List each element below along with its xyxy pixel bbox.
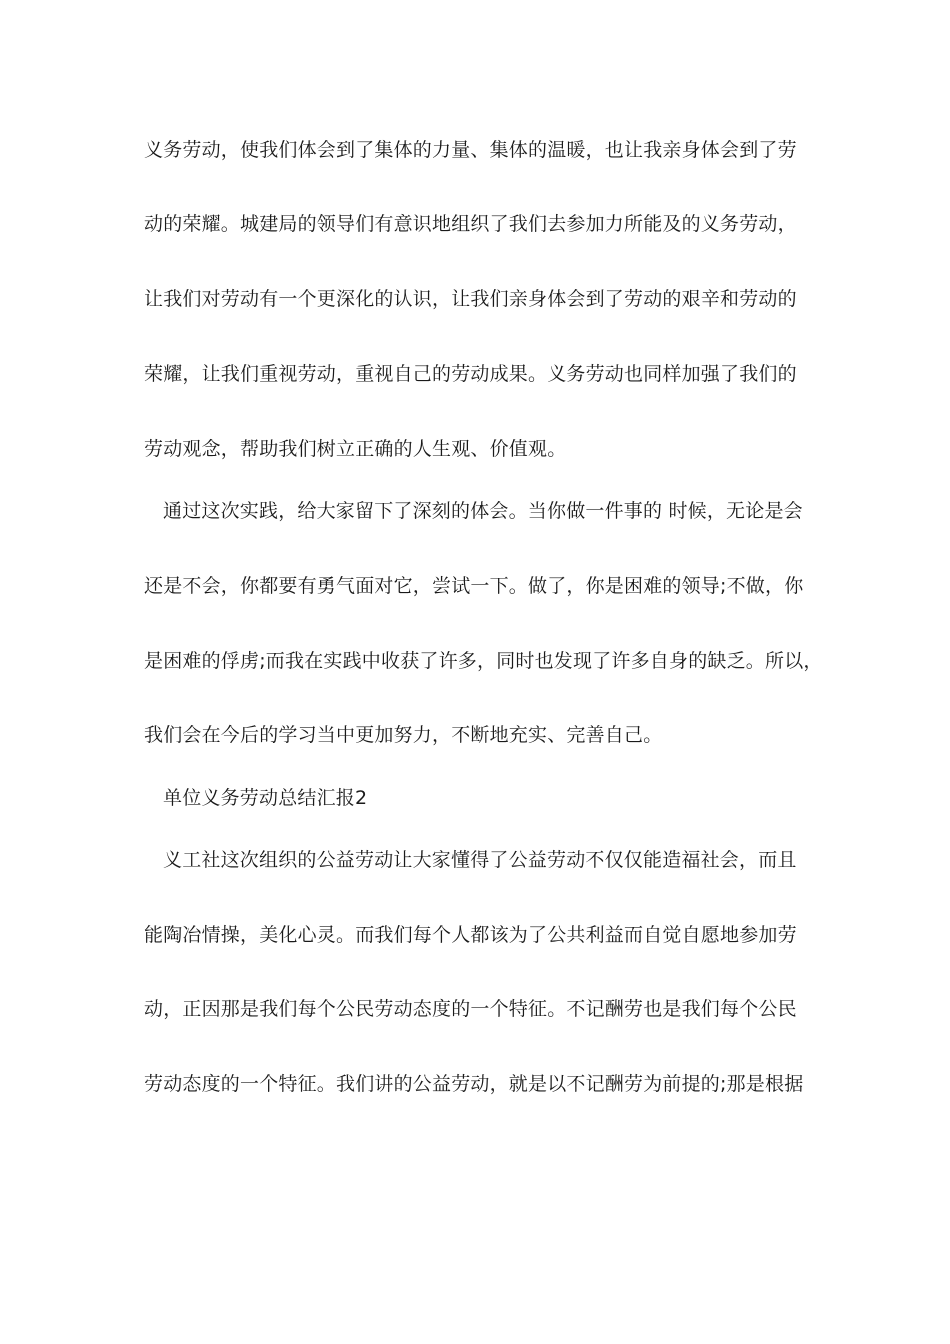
paragraph-1-line-5: 劳动观念，帮助我们树立正确的人生观、价值观。 — [144, 438, 567, 460]
paragraph-2-line-1: 通过这次实践，给大家留下了深刻的体会。当你做一件事的 时候，无论是会 — [163, 500, 803, 522]
section-title: 单位义务劳动总结汇报2 — [163, 787, 368, 809]
paragraph-3-line-2: 能陶冶情操，美化心灵。而我们每个人都该为了公共利益而自觉自愿地参加劳 — [144, 924, 797, 946]
paragraph-1-line-2: 动的荣耀。城建局的领导们有意识地组织了我们去参加力所能及的义务劳动， — [144, 213, 797, 235]
paragraph-2-line-4: 我们会在今后的学习当中更加努力，不断地充实、完善自己。 — [144, 724, 663, 746]
paragraph-1-line-1: 义务劳动，使我们体会到了集体的力量、集体的温暖，也让我亲身体会到了劳 — [144, 139, 797, 161]
paragraph-3-line-1: 义工社这次组织的公益劳动让大家懂得了公益劳动不仅仅能造福社会，而且 — [163, 849, 797, 871]
paragraph-3-line-4: 劳动态度的一个特征。我们讲的公益劳动，就是以不记酬劳为前提的;那是根据 — [144, 1073, 804, 1095]
paragraph-2-line-3: 是困难的俘虏;而我在实践中收获了许多，同时也发现了许多自身的缺乏。所以， — [144, 650, 823, 672]
paragraph-2-line-2: 还是不会，你都要有勇气面对它，尝试一下。做了，你是困难的领导;不做，你 — [144, 575, 804, 597]
paragraph-1-line-3: 让我们对劳动有一个更深化的认识，让我们亲身体会到了劳动的艰辛和劳动的 — [144, 288, 797, 310]
paragraph-3-line-3: 动，正因那是我们每个公民劳动态度的一个特征。不记酬劳也是我们每个公民 — [144, 998, 797, 1020]
paragraph-1-line-4: 荣耀，让我们重视劳动，重视自己的劳动成果。义务劳动也同样加强了我们的 — [144, 363, 797, 385]
